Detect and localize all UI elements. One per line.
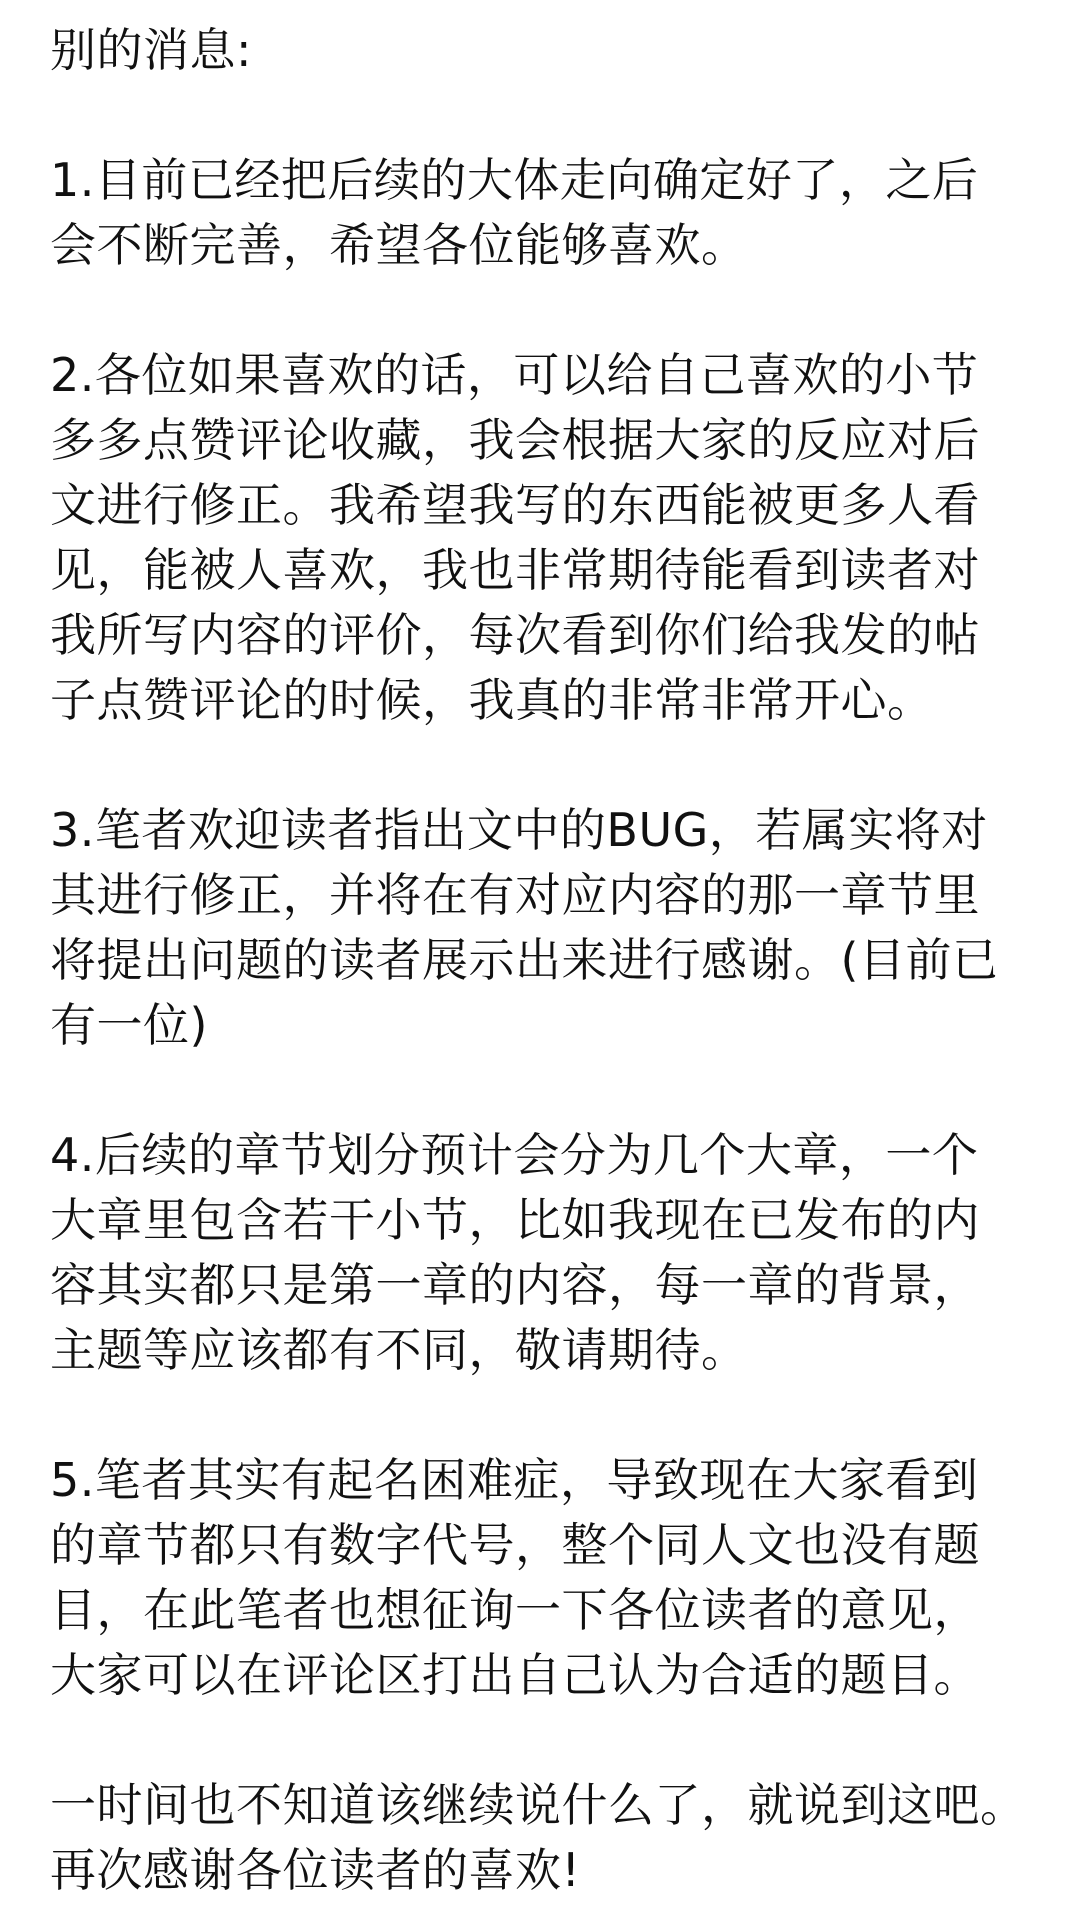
paragraph-gap	[50, 278, 1050, 343]
paragraph-line: 将提出问题的读者展示出来进行感谢。(目前已	[50, 933, 999, 987]
paragraph-line: 见，能被人喜欢，我也非常期待能看到读者对	[50, 543, 980, 597]
paragraph-line: 目，在此笔者也想征询一下各位读者的意见，	[50, 1583, 980, 1637]
paragraph-line: 一时间也不知道该继续说什么了，就说到这吧。	[50, 1778, 1027, 1832]
paragraph-line: 其进行修正，并将在有对应内容的那一章节里	[50, 868, 980, 922]
paragraph-line: 容其实都只是第一章的内容，每一章的背景，	[50, 1258, 980, 1312]
paragraph-line: 有一位)	[50, 998, 208, 1052]
paragraph-5	[50, 1448, 1050, 1708]
paragraph-line: 文进行修正。我希望我写的东西能被更多人看	[50, 478, 980, 532]
paragraph-line: 多多点赞评论收藏，我会根据大家的反应对后	[50, 413, 980, 467]
paragraph-gap	[50, 1708, 1050, 1773]
heading	[50, 18, 1050, 83]
paragraph-4	[50, 1123, 1050, 1383]
paragraph-line: 子点赞评论的时候，我真的非常非常开心。	[50, 673, 934, 727]
paragraph-1	[50, 148, 1050, 278]
paragraph-line: 大家可以在评论区打出自己认为合适的题目。	[50, 1648, 980, 1702]
paragraph-gap	[50, 83, 1050, 148]
paragraph-3	[50, 798, 1050, 1058]
heading-line: 别的消息:	[50, 23, 252, 77]
paragraph-line: 5.笔者其实有起名困难症，导致现在大家看到	[50, 1453, 979, 1507]
paragraph-line: 2.各位如果喜欢的话，可以给自己喜欢的小节	[50, 348, 979, 402]
paragraph-line: 3.笔者欢迎读者指出文中的BUG，若属实将对	[50, 803, 988, 857]
paragraph-gap	[50, 733, 1050, 798]
paragraph-line: 1.目前已经把后续的大体走向确定好了，之后	[50, 153, 979, 207]
paragraph-gap	[50, 1383, 1050, 1448]
paragraph-line: 主题等应该都有不同，敬请期待。	[50, 1323, 748, 1377]
paragraph-line: 的章节都只有数字代号，整个同人文也没有题	[50, 1518, 980, 1572]
paragraph-line: 4.后续的章节划分预计会分为几个大章，一个	[50, 1128, 979, 1182]
closing-paragraph	[50, 1773, 1050, 1903]
paragraph-gap	[50, 1058, 1050, 1123]
paragraph-2	[50, 343, 1050, 733]
paragraph-line: 会不断完善，希望各位能够喜欢。	[50, 218, 748, 272]
paragraph-line: 再次感谢各位读者的喜欢!	[50, 1843, 581, 1897]
paragraph-line: 我所写内容的评价，每次看到你们给我发的帖	[50, 608, 980, 662]
paragraph-line: 大章里包含若干小节，比如我现在已发布的内	[50, 1193, 980, 1247]
